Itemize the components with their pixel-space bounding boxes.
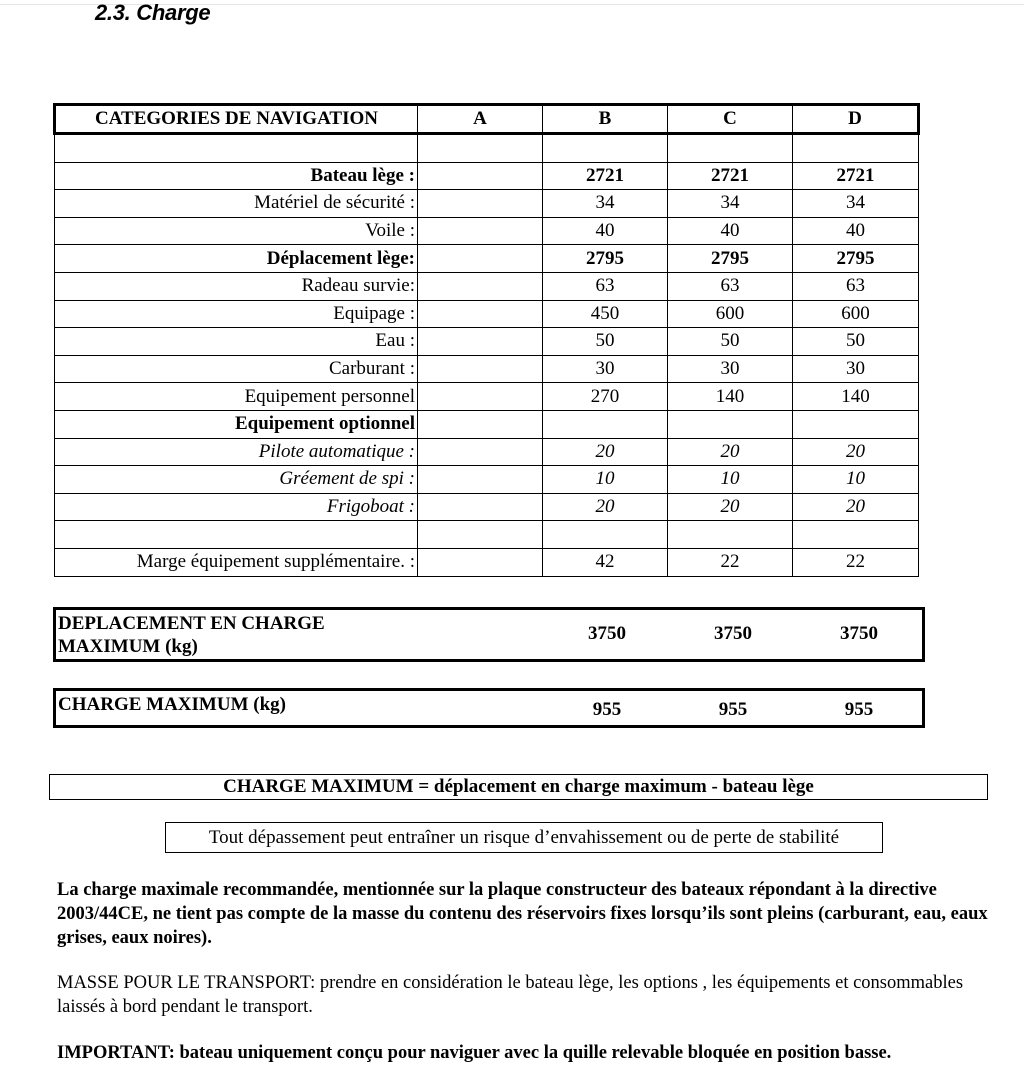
cell-category-b: 10 [543,466,668,494]
cell-category-b: 450 [543,300,668,328]
header-category-c: C [668,105,793,134]
row-label: Pilote automatique : [55,438,418,466]
recommended-charge-note: La charge maximale recommandée, mentionnée sur la plaque constructeur des bateaux répondant à la directive 2003/44CE, ne tient pas compte de la masse du contenu des réservoirs fixes lorsqu’ils sont pleins (carburant, eau, eaux grises, eaux noires). [57,880,988,948]
cell-category-a [418,217,543,245]
stability-warning: Tout dépassement peut entraîner un risque d’envahissement ou de perte de stabilité [165,822,883,853]
row-label: Déplacement lège: [55,245,418,273]
cell-category-d: 30 [793,355,919,383]
cell-category-a [418,548,543,576]
important-label: IMPORTANT: [57,1043,175,1063]
important-text: bateau uniquement conçu pour naviguer avec la quille relevable bloquée en position basse. [174,1043,892,1063]
cell-category-c: 2721 [668,162,793,190]
table-row [55,383,919,411]
row-label: Equipement personnel [55,383,418,411]
cell-category-d: 2721 [793,162,919,190]
cell-category-c: 30 [668,355,793,383]
table-row [55,134,919,163]
cell-category-a [418,245,543,273]
deplacement-value-d: 3750 [840,623,878,644]
cell-category-d: 40 [793,217,919,245]
transport-mass-note: MASSE POUR LE TRANSPORT: prendre en considération le bateau lège, les options , les équipements et consommables laissés à bord pendant le transport. [57,973,964,1017]
row-label: Equipement optionnel [55,410,418,438]
cell-category-d: 63 [793,272,919,300]
row-label: Gréement de spi : [55,466,418,494]
cell-category-b: 20 [543,438,668,466]
cell-category-a [418,355,543,383]
cell-category-d: 140 [793,383,919,411]
cell-category-d: 50 [793,328,919,356]
cell-category-c: 2795 [668,245,793,273]
row-label: Bateau lège : [55,162,418,190]
cell-category-b: 40 [543,217,668,245]
table-row [55,438,919,466]
cell-category-b: 2795 [543,245,668,273]
table-row [55,245,919,273]
row-label [55,134,418,163]
cell-category-c: 50 [668,328,793,356]
table-row [55,190,919,218]
table-row [55,217,919,245]
table-row [55,410,919,438]
table-body [55,134,919,577]
cell-category-d [793,410,919,438]
charge-value-c: 955 [718,699,748,720]
table-row [55,493,919,521]
cell-category-a [418,521,543,549]
cell-category-b [543,410,668,438]
cell-category-a [418,410,543,438]
cell-category-c: 10 [668,466,793,494]
table-row [55,328,919,356]
cell-category-d: 20 [793,438,919,466]
cell-category-a [418,300,543,328]
table-row [55,355,919,383]
cell-category-d: 34 [793,190,919,218]
cell-category-c [668,521,793,549]
cell-category-c [668,410,793,438]
row-label: Voile : [55,217,418,245]
cell-category-c: 600 [668,300,793,328]
table-row [55,548,919,576]
charge-max-box [53,688,925,728]
deplacement-label-line2: MAXIMUM (kg) [58,636,198,657]
row-label: Carburant : [55,355,418,383]
cell-category-a [418,466,543,494]
cell-category-d [793,521,919,549]
row-label: Radeau survie: [55,272,418,300]
deplacement-max-box [53,607,925,662]
cell-category-b [543,521,668,549]
charge-value-d: 955 [844,699,874,720]
cell-category-c [668,134,793,163]
cell-category-b: 2721 [543,162,668,190]
cell-category-c: 140 [668,383,793,411]
table-header-row [55,105,919,134]
cell-category-a [418,162,543,190]
cell-category-b: 20 [543,493,668,521]
cell-category-a [418,272,543,300]
cell-category-a [418,493,543,521]
table-row [55,162,919,190]
cell-category-d: 22 [793,548,919,576]
cell-category-d: 20 [793,493,919,521]
deplacement-value-c: 3750 [714,623,752,644]
row-label: Matériel de sécurité : [55,190,418,218]
header-category-a: A [418,105,543,134]
charge-value-b: 955 [592,699,622,720]
cell-category-c: 22 [668,548,793,576]
cell-category-a [418,328,543,356]
navigation-categories-table [53,103,920,577]
row-label: Frigoboat : [55,493,418,521]
cell-category-c: 20 [668,438,793,466]
cell-category-b: 42 [543,548,668,576]
cell-category-d: 10 [793,466,919,494]
cell-category-a [418,438,543,466]
cell-category-c: 40 [668,217,793,245]
header-category-d: D [793,105,919,134]
cell-category-a [418,383,543,411]
table-row [55,272,919,300]
table-row [55,466,919,494]
charge-label: CHARGE MAXIMUM (kg) [58,694,286,715]
cell-category-a [418,190,543,218]
cell-category-b: 63 [543,272,668,300]
cell-category-c: 34 [668,190,793,218]
table-row [55,300,919,328]
important-note [57,1041,997,1065]
cell-category-b: 270 [543,383,668,411]
cell-category-d [793,134,919,163]
header-category-b: B [543,105,668,134]
row-label: Equipage : [55,300,418,328]
cell-category-b: 50 [543,328,668,356]
header-categories: CATEGORIES DE NAVIGATION [55,105,418,134]
cell-category-c: 63 [668,272,793,300]
row-label: Eau : [55,328,418,356]
cell-category-a [418,134,543,163]
section-title: 2.3. Charge [95,0,211,25]
charge-formula: CHARGE MAXIMUM = déplacement en charge maximum - bateau lège [49,774,988,800]
row-label: Marge équipement supplémentaire. : [55,548,418,576]
deplacement-label-line1: DEPLACEMENT EN CHARGE [58,613,325,634]
table-row [55,521,919,549]
cell-category-d: 2795 [793,245,919,273]
cell-category-d: 600 [793,300,919,328]
cell-category-b [543,134,668,163]
cell-category-b: 34 [543,190,668,218]
row-label [55,521,418,549]
cell-category-b: 30 [543,355,668,383]
cell-category-c: 20 [668,493,793,521]
deplacement-value-b: 3750 [588,623,626,644]
